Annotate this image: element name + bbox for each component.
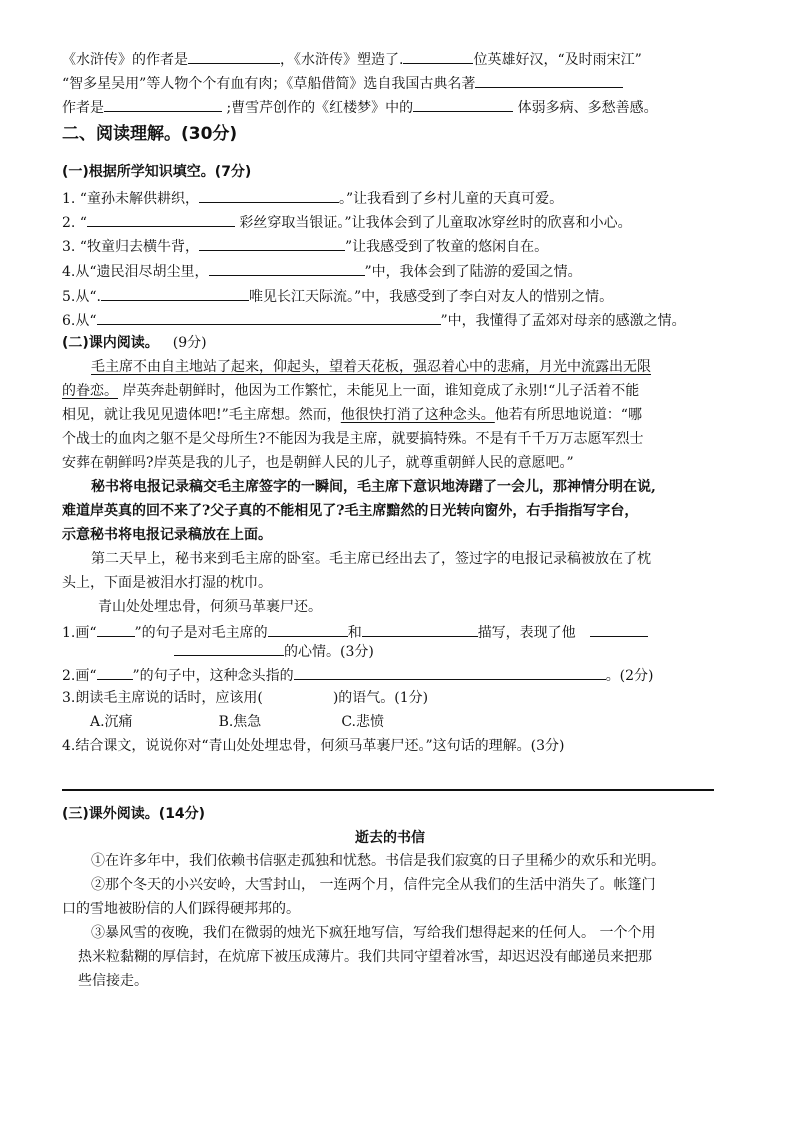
text: 位英雄好汉，“及时雨宋江”: [473, 52, 642, 68]
text: 4.从“遗民泪尽胡尘里，: [62, 264, 209, 280]
article-line: 口的雪地被盼信的人们踩得硬邦邦的。: [62, 901, 300, 917]
text: 。”让我看到了乡村儿童的天真可爱。: [338, 191, 564, 207]
fill-line-3: [62, 97, 658, 117]
options-row: [90, 713, 384, 731]
text: (二)课内阅读。: [62, 335, 159, 351]
underlined-sentence: 毛主席不由自主地站了起来，仰起头，望着天花板，强忍着心中的悲痛，月光中流露出无限: [91, 359, 651, 375]
passage-line: 个战士的血肉之躯不是父母所生?不能因为我是主席，就要搞特殊。不是有千千万万志愿军烈士: [62, 431, 644, 447]
text: 岸英奔赴朝鲜时，他因为工作繁忙，未能见上一面，谁知竟成了永别!“儿子活着不能: [118, 383, 640, 399]
blank[interactable]: [199, 236, 345, 251]
blank[interactable]: [268, 622, 348, 637]
question-2: [62, 212, 632, 232]
blank[interactable]: [209, 261, 365, 276]
blank[interactable]: [413, 97, 513, 112]
section-heading: 二、阅读理解。(30分): [62, 124, 238, 144]
passage-line: 示意秘书将电报记录稿放在上面。: [62, 527, 272, 543]
article-line: 热米粒黏糊的厚信封，在炕席下被压成薄片。我们共同守望着冰雪，却迟迟没有邮递员来把那: [78, 949, 652, 965]
text: 5.从“.: [62, 289, 101, 305]
option-c[interactable]: C.悲愤: [341, 714, 384, 730]
passage-line: 秘书将电报记录稿交毛主席签字的一瞬间，毛主席下意识地涛躇了一会儿，那神情分明在说,: [91, 479, 656, 495]
text: )的语气。(1分): [332, 690, 429, 706]
passage-line: [62, 382, 639, 400]
blank[interactable]: [97, 310, 441, 325]
question-3: [62, 689, 428, 707]
blank[interactable]: [97, 622, 135, 637]
passage-line: [62, 406, 642, 424]
text: 描写，表现了他: [477, 625, 576, 641]
text: (9分): [172, 335, 207, 351]
blank[interactable]: [97, 665, 133, 680]
passage-line: 头上，下面是被泪水打湿的枕巾。: [62, 575, 272, 591]
text: 他若有所思地说道：“哪: [494, 407, 642, 423]
text: “智多星吴用”等人物个个有血有肉；《草船借简》选自我国古典名著: [62, 76, 476, 92]
passage-line: 安葬在朝鲜吗?岸英是我的儿子，也是朝鲜人民的儿子，就尊重朝鲜人民的意愿吧。”: [62, 455, 574, 471]
text: 。(2分): [605, 668, 654, 684]
text: ”让我感受到了牧童的悠闲自在。: [344, 239, 549, 255]
article-line: ②那个冬天的小兴安岭，大雪封山， 一连两个月，信件完全从我们的生活中消失了。帐篷门: [91, 877, 656, 893]
poem-line: 青山处处埋忠骨，何须马革裹尸还。: [98, 599, 322, 615]
article-title: 逝去的书信: [355, 830, 425, 846]
part2-heading: [62, 334, 207, 352]
text: 相见，就让我见见遗体吧!”毛主席想。然而，: [62, 407, 341, 423]
passage-line: 第二天早上，秘书来到毛主席的卧室。毛主席已经出去了，签过字的电报记录稿被放在了枕: [91, 551, 651, 567]
blank[interactable]: [174, 641, 284, 656]
question-5: [62, 286, 613, 306]
passage-line: [91, 358, 651, 376]
text: 体弱多病、多愁善感。: [513, 100, 658, 116]
question-1: [62, 622, 648, 642]
text: ”的句子中，这种念头指的: [132, 668, 294, 684]
text: ，《水浒传》塑造了.: [280, 52, 404, 68]
text: 3. “牧童归去横牛背，: [62, 239, 199, 255]
question-6: [62, 310, 686, 330]
blank[interactable]: [101, 286, 249, 301]
text: 1. “童孙未解供耕织，: [62, 191, 199, 207]
fill-line-2: [62, 73, 623, 93]
divider: [62, 789, 714, 791]
blank[interactable]: [87, 212, 235, 227]
text: ;曹雪芹创作的《红楼梦》中的: [222, 100, 414, 116]
article-line: ③暴风雪的夜晚，我们在微弱的烛光下疯狂地写信，写给我们想得起来的任何人。 一个个用: [91, 925, 656, 941]
part3-heading: (三)课外阅读。(14分): [62, 806, 206, 822]
blank[interactable]: [590, 622, 648, 637]
question-1-cont: [174, 641, 374, 661]
blank[interactable]: [475, 73, 623, 88]
option-a[interactable]: A.沉痛: [90, 714, 133, 730]
question-2: [62, 665, 654, 685]
article-line: 些信接走。: [78, 973, 148, 989]
text: 和: [347, 625, 362, 641]
blank[interactable]: [188, 49, 280, 64]
text: 彩丝穿取当银证。”让我体会到了儿童取冰穿丝时的欣喜和小心。: [234, 215, 632, 231]
text: 2. “: [62, 215, 87, 231]
option-b[interactable]: B.焦急: [218, 714, 262, 730]
text: 《水浒传》的作者是: [62, 52, 188, 68]
part1-heading: (一)根据所学知识填空。(7分): [62, 164, 252, 180]
text: 唯见长江天际流。”中，我感受到了李白对友人的惜别之情。: [248, 289, 614, 305]
question-4: 4.结合课文，说说你对“青山处处埋忠骨，何须马革裹尸还。”这句话的理解。(3分): [62, 738, 565, 754]
blank[interactable]: [403, 49, 473, 64]
underlined-sentence: 他很快打消了这种念头。: [340, 407, 495, 423]
text: 3.朗读毛主席说的话时，应该用(: [62, 690, 263, 706]
fill-line-1: [62, 49, 642, 69]
text: 2.画“: [62, 668, 97, 684]
text: ”中，我体会到了陆游的爱国之情。: [364, 264, 582, 280]
text: 6.从“: [62, 313, 97, 329]
question-4: [62, 261, 582, 281]
text: ”的句子是对毛主席的: [134, 625, 268, 641]
question-1: [62, 188, 563, 208]
blank[interactable]: [294, 665, 606, 680]
blank[interactable]: [104, 97, 222, 112]
text: 的心情。(3分): [284, 644, 374, 660]
blank[interactable]: [199, 188, 339, 203]
text: 1.画“: [62, 625, 97, 641]
text: ”中，我懂得了孟郊对母亲的感激之情。: [440, 313, 686, 329]
blank[interactable]: [362, 622, 478, 637]
article-line: ①在许多年中，我们依赖书信驱走孤独和忧愁。书信是我们寂寞的日子里稀少的欢乐和光明。: [91, 853, 665, 869]
underlined-sentence: 的眷恋。: [62, 383, 118, 399]
text: 作者是: [62, 100, 104, 116]
question-3: [62, 236, 548, 256]
passage-line: 难道岸英真的回不来了?父子真的不能相见了?毛主席黯然的日光转向窗外，右手指指写字台，: [62, 503, 639, 519]
